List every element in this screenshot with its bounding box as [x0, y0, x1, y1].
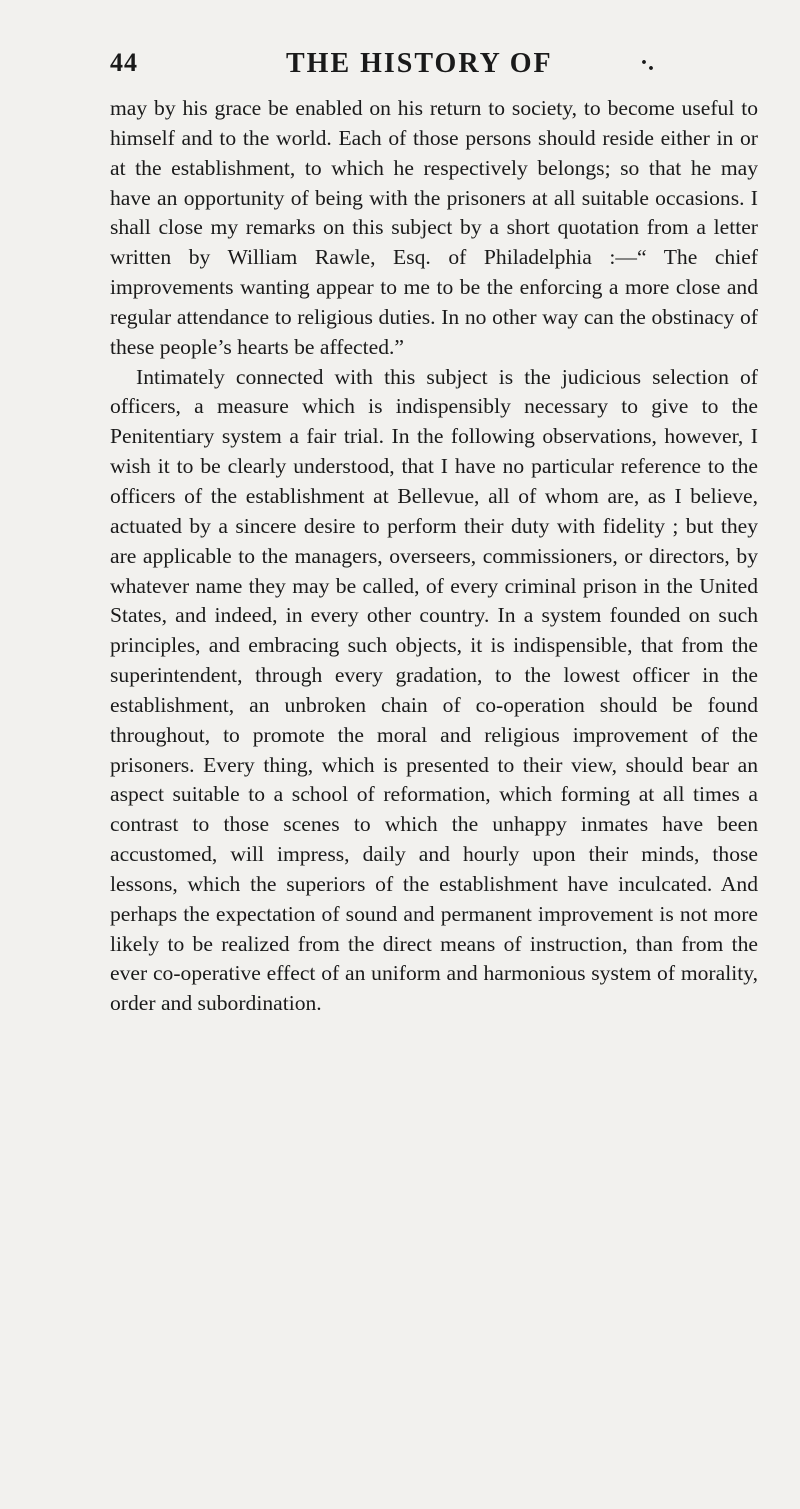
- body-text: [110, 94, 758, 1019]
- paragraph-officers: Intimately connected with this subject is the judicious selection of officers, a measure which is indispensibly necessary to give to the Penitentiary system a fair trial. In the following observations, however, I wish it to be clearly understood, that I have no particular reference to the officers of the establishment at Bellevue, all of whom are, as I believe, actuated by a sincere desire to perform their duty with fidelity ; but they are applicable to the managers, overseers, commissioners, or directors, by whatever name they may be called, of every criminal prison in the United States, and indeed, in every other country. In a system founded on such principles, and embracing such objects, it is indispensible, that from the superintendent, through every gradation, to the lowest officer in the establishment, an unbroken chain of co-operation should be found throughout, to promote the moral and religious improvement of the prisoners. Every thing, which is presented to their view, should bear an aspect suitable to a school of reformation, which forming at all times a contrast to those scenes to which the unhappy inmates have been accustomed, will impress, daily and hourly upon their minds, those lessons, which the superiors of the establishment have inculcated. And perhaps the expectation of sound and permanent improvement is not more likely to be realized from the direct means of instruction, than from the ever co-operative effect of an uniform and harmonious system of morality, order and subordination.: [110, 364, 758, 1016]
- header-mark: ·.: [640, 50, 655, 76]
- paragraph-continued: may by his grace be enabled on his return to society, to become useful to himself and to the world. Each of those persons should reside either in or at the establishment, to which he respectively belongs; so that he may have an opportunity of being with the prisoners at all suitable occasions. I shall close my remarks on this subject by a short quotation from a letter written by William Rawle, Esq. of Philadelphia :—“ The chief improvements wanting appear to me to be the enforcing a more close and regular attendance to religious duties. In no other way can the obstinacy of these people’s hearts be affected.”: [110, 96, 758, 359]
- running-head: [110, 48, 760, 88]
- page-number: 44: [110, 48, 138, 77]
- running-title: THE HISTORY OF: [286, 48, 553, 79]
